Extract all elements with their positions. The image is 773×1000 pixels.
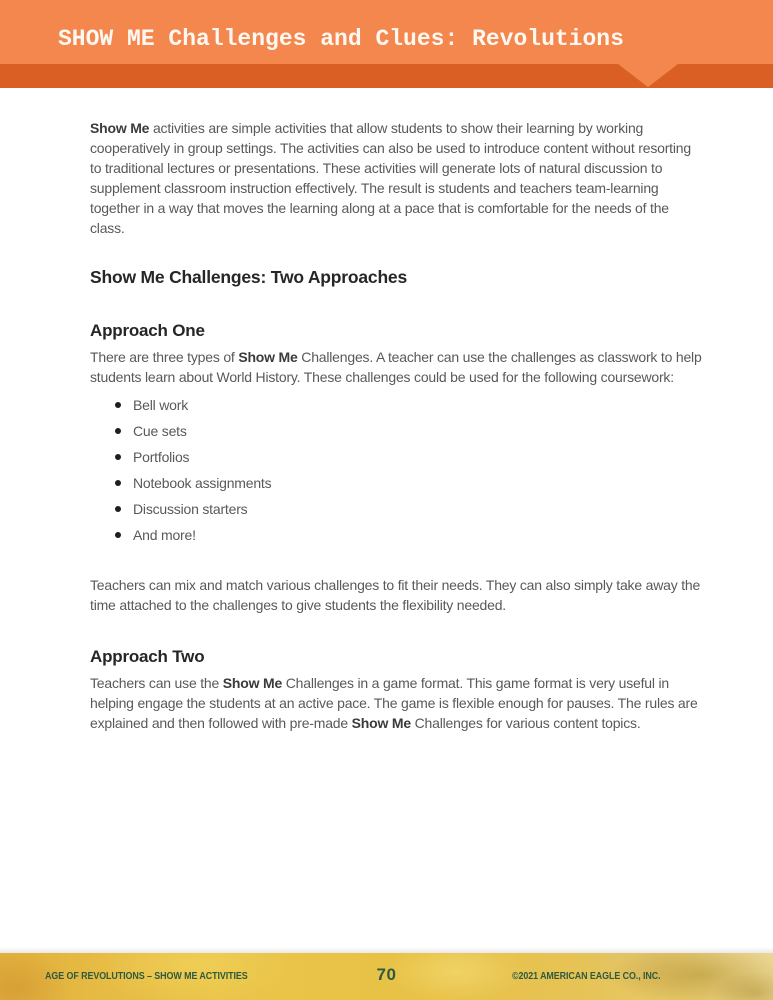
page-title: SHOW ME Challenges and Clues: Revolutions <box>58 26 624 52</box>
header-notch-triangle <box>618 64 678 87</box>
list-item: Notebook assignments <box>90 473 702 493</box>
header-accent-strip <box>0 64 773 88</box>
footer-copyright-text: ©2021 AMERICAN EAGLE CO., INC. <box>512 970 661 982</box>
section-heading: Show Me Challenges: Two Approaches <box>90 267 407 287</box>
mix-and-match-paragraph: Teachers can mix and match various challenges to fit their needs. They can also simply take away the time attached to the challenges to give students the flexibility needed. <box>90 577 701 613</box>
page-header-banner <box>0 0 773 64</box>
approach-two-heading: Approach Two <box>90 647 205 666</box>
list-item: Discussion starters <box>90 499 702 519</box>
list-item: Portfolios <box>90 447 702 467</box>
approach-one-heading: Approach One <box>90 321 205 340</box>
approach-one-paragraph: There are three types of Show Me Challenges. A teacher can use the challenges as classwork to help students learn about World History. These challenges could be used for the following coursework: <box>90 349 702 385</box>
page-number: 70 <box>376 965 397 984</box>
page-footer <box>0 953 773 1000</box>
footer-left-text: AGE OF REVOLUTIONS – SHOW ME ACTIVITIES <box>45 970 248 982</box>
list-item: Cue sets <box>90 421 702 441</box>
coursework-list <box>90 395 702 545</box>
list-item: And more! <box>90 525 702 545</box>
page-body <box>0 88 773 947</box>
intro-paragraph: Show Me activities are simple activities that allow students to show their learning by working cooperatively in group settings. The activities can also be used to introduce content without resorting to traditional lectures or presentations. These activities will generate lots of natural discussion to supplement classroom instruction effectively. The result is students and teachers team-learning together in a way that moves the learning along at a pace that is comfortable for the needs of the class. <box>90 120 691 236</box>
approach-two-paragraph: Teachers can use the Show Me Challenges in a game format. This game format is very useful in helping engage the students at an active pace. The game is flexible enough for pauses. The rules are explained and then followed with pre-made Show Me Challenges for various content topics. <box>90 675 698 731</box>
list-item: Bell work <box>90 395 702 415</box>
